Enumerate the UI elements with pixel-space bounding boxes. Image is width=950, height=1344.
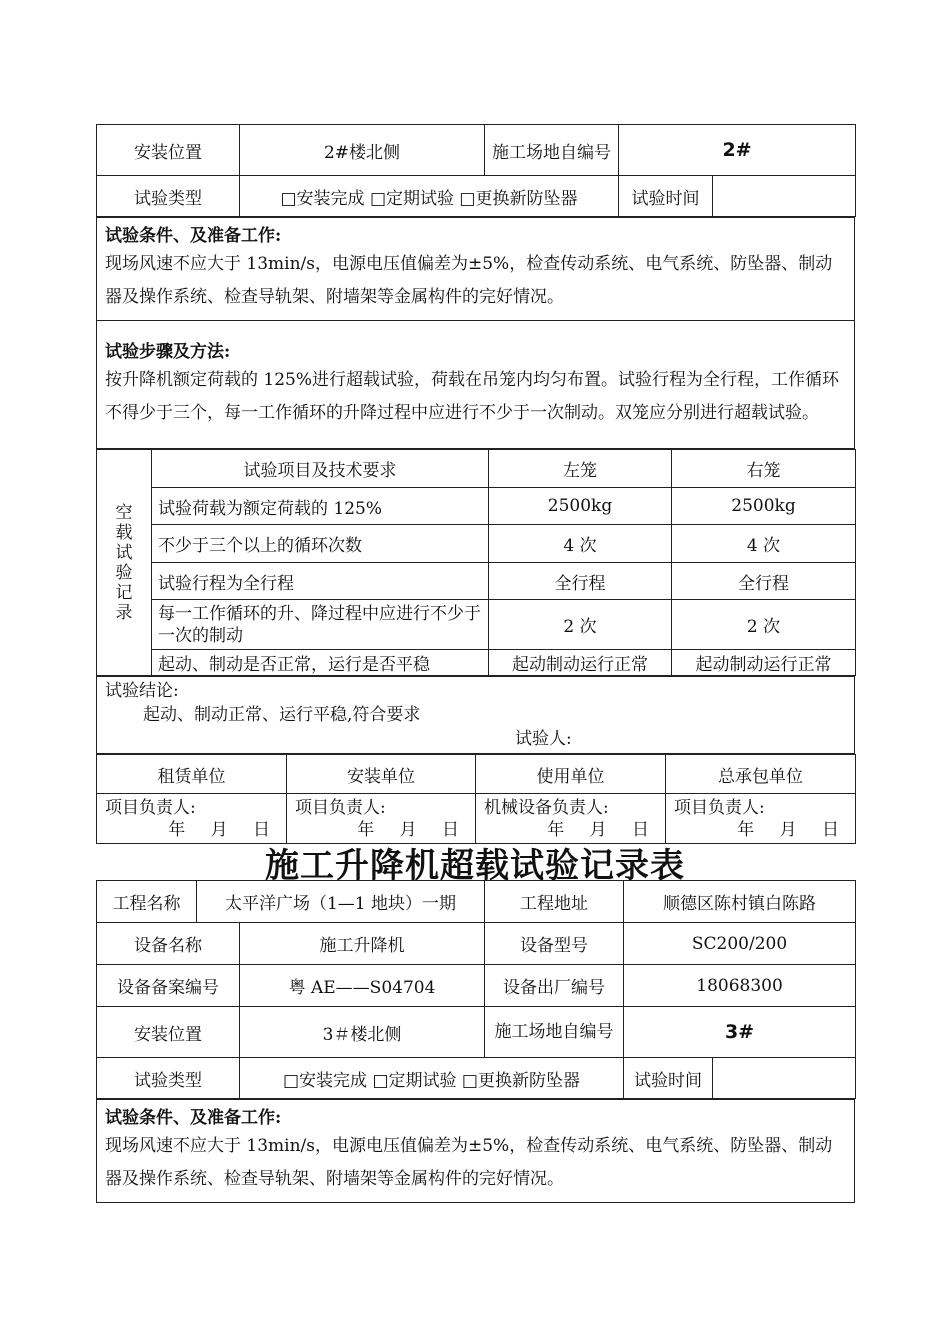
conditions-section: [97, 218, 855, 321]
test-type-options: □安装完成 □定期试验 □更换新防坠器: [240, 1058, 624, 1099]
record-right: 起动制动运行正常: [672, 650, 856, 676]
signer-label: 机械设备负责人:: [484, 797, 609, 818]
equipment-name-value: 施工升降机: [240, 923, 485, 965]
test-time-value: [713, 176, 856, 217]
conclusion-section: [97, 677, 855, 754]
signer-cell: [476, 794, 666, 844]
conditions-section: [97, 1100, 855, 1203]
test-type-label: 试验类型: [97, 176, 240, 217]
signer-label: 项目负责人:: [674, 797, 765, 818]
signer-cell: [97, 794, 287, 844]
record-right: 全行程: [672, 563, 856, 600]
unit-user: 使用单位: [476, 755, 666, 794]
signer-label: 项目负责人:: [105, 797, 196, 818]
factory-number-label: 设备出厂编号: [485, 965, 624, 1007]
record-left: 4 次: [489, 525, 672, 563]
project-name-label: 工程名称: [97, 881, 197, 923]
steps-heading: 试验步骤及方法:: [105, 341, 231, 362]
conclusion-heading: 试验结论:: [105, 681, 179, 701]
record-left: 2 次: [489, 600, 672, 650]
record-item: 试验行程为全行程: [152, 563, 489, 600]
record-item: 试验荷载为额定荷载的 125%: [152, 488, 489, 525]
site-number-value: 2#: [619, 125, 856, 176]
tester-label: 试验人:: [515, 729, 572, 749]
conclusion-text: 起动、制动正常、运行平稳,符合要求: [143, 705, 421, 725]
signer-cell: [287, 794, 476, 844]
record-right: 4 次: [672, 525, 856, 563]
record-left: 起动制动运行正常: [489, 650, 672, 676]
site-number-label: 施工场地自编号: [485, 125, 619, 176]
signer-label: 项目负责人:: [295, 797, 386, 818]
steps-section: [97, 321, 855, 449]
unit-lessor: 租赁单位: [97, 755, 287, 794]
project-address-label: 工程地址: [485, 881, 624, 923]
top-record-table: [96, 124, 855, 844]
record-side-label-text: 空载试验记录: [115, 502, 133, 623]
install-location-label: 安装位置: [97, 125, 240, 176]
factory-number-value: 18068300: [624, 965, 856, 1007]
test-type-options: □安装完成 □定期试验 □更换新防坠器: [240, 176, 619, 217]
equipment-model-label: 设备型号: [485, 923, 624, 965]
install-location-value: 3＃楼北侧: [240, 1007, 485, 1058]
conditions-heading: 试验条件、及准备工作:: [105, 1108, 282, 1128]
equipment-name-label: 设备名称: [97, 923, 240, 965]
sign-date: 年 月 日: [547, 819, 649, 840]
sign-date: 年 月 日: [168, 819, 270, 840]
record-number-label: 设备备案编号: [97, 965, 240, 1007]
record-item: 不少于三个以上的循环次数: [152, 525, 489, 563]
signer-cell: [666, 794, 856, 844]
record-right: 2 次: [672, 600, 856, 650]
site-number-value: 3#: [624, 1007, 856, 1058]
project-address-value: 顺德区陈村镇白陈路: [624, 881, 856, 923]
record-header-right: 右笼: [672, 450, 856, 488]
conditions-text: 现场风速不应大于 13min/s，电源电压值偏差为±5%，检查传动系统、电气系统、防坠器、制动器及操作系统、检查导轨架、附墙架等金属构件的完好情况。: [105, 254, 833, 307]
record-item: 每一工作循环的升、降过程中应进行不少于一次的制动: [152, 600, 489, 650]
record-left: 2500kg: [489, 488, 672, 525]
record-header-left: 左笼: [489, 450, 672, 488]
conditions-heading: 试验条件、及准备工作:: [105, 226, 282, 246]
site-number-label: 施工场地自编号: [485, 1007, 624, 1058]
test-type-label: 试验类型: [97, 1058, 240, 1099]
test-time-label: 试验时间: [619, 176, 713, 217]
record-number-value: 粤 AE——S04704: [240, 965, 485, 1007]
test-time-label: 试验时间: [624, 1058, 713, 1099]
record-left: 全行程: [489, 563, 672, 600]
sign-date: 年 月 日: [357, 819, 459, 840]
sign-date: 年 月 日: [737, 819, 839, 840]
project-name-value: 太平洋广场（1—1 地块）一期: [197, 881, 485, 923]
install-location-value: 2#楼北侧: [240, 125, 485, 176]
document-title: 施工升降机超载试验记录表: [265, 846, 685, 886]
record-right: 2500kg: [672, 488, 856, 525]
equipment-model-value: SC200/200: [624, 923, 856, 965]
install-location-label: 安装位置: [97, 1007, 240, 1058]
record-item: 起动、制动是否正常，运行是否平稳: [152, 650, 489, 676]
conditions-text: 现场风速不应大于 13min/s，电源电压值偏差为±5%，检查传动系统、电气系统、防坠器、制动器及操作系统、检查导轨架、附墙架等金属构件的完好情况。: [105, 1136, 833, 1189]
record-side-label: [97, 450, 152, 676]
bottom-record-table: [96, 880, 855, 1203]
unit-installer: 安装单位: [287, 755, 476, 794]
steps-text: 按升降机额定荷载的 125%进行超载试验，荷载在吊笼内均匀布置。试验行程为全行程，工作循环不得少于三个，每一工作循环的升降过程中应进行不少于一次制动。双笼应分别进行超载试验。: [105, 369, 840, 423]
unit-general-contractor: 总承包单位: [666, 755, 856, 794]
record-header-item: 试验项目及技术要求: [152, 450, 489, 488]
test-time-value: [713, 1058, 856, 1099]
